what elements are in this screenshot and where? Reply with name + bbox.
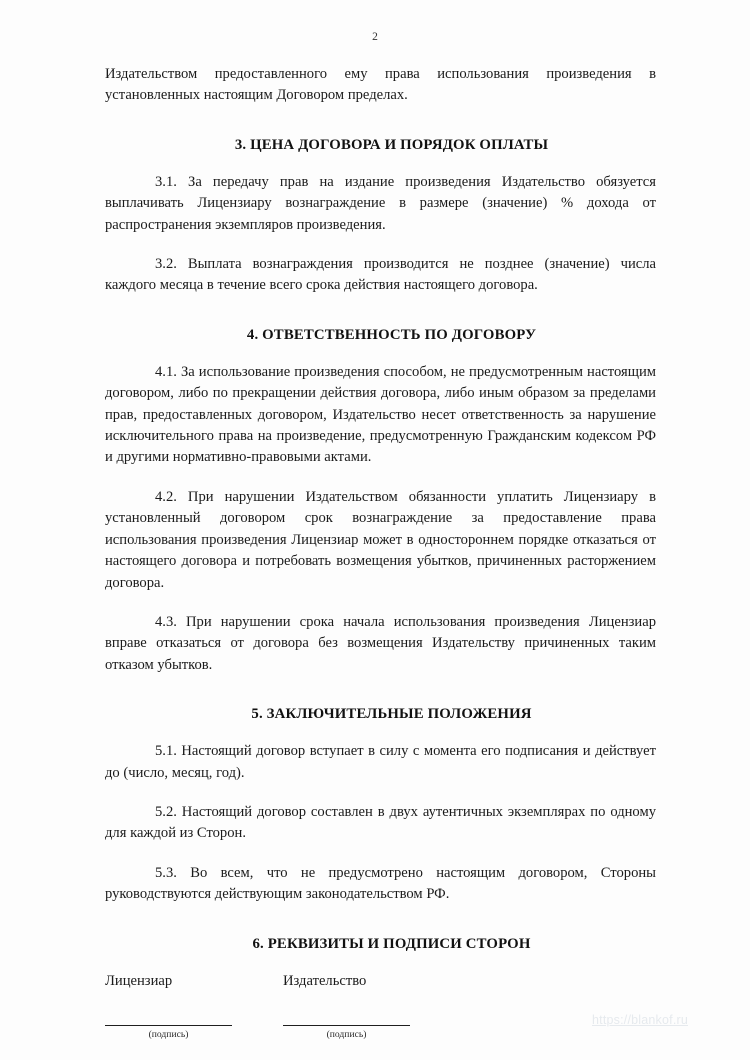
page-number: 2 [372, 31, 378, 43]
section-heading-6: 6. РЕКВИЗИТЫ И ПОДПИСИ СТОРОН [252, 935, 531, 952]
intro-paragraph: Издательством предоставленного ему права использования произведения в установленных настоящим Договором пределах. [105, 66, 656, 104]
signature-block [105, 971, 656, 1061]
signature-line-licensor[interactable] [105, 1025, 232, 1026]
signature-party-licensor: Лицензиар [105, 972, 173, 989]
signature-party-publisher: Издательство [283, 972, 367, 989]
signature-column-publisher [283, 971, 410, 1040]
signature-line-publisher[interactable] [283, 1025, 410, 1026]
document-content [105, 64, 656, 1061]
watermark-link[interactable]: https://blankof.ru [592, 1013, 689, 1027]
section-heading-3: 3. ЦЕНА ДОГОВОРА И ПОРЯДОК ОПЛАТЫ [234, 136, 549, 153]
signature-caption-publisher: (подпись) [326, 1028, 367, 1040]
signature-column-licensor [105, 971, 232, 1040]
paragraph-5-2: 5.2. Настоящий договор составлен в двух аутентичных экземплярах по одному для каждой из Сторон. [105, 803, 656, 842]
section-heading-5: 5. ЗАКЛЮЧИТЕЛЬНЫЕ ПОЛОЖЕНИЯ [251, 706, 532, 723]
signature-caption-licensor: (подпись) [148, 1028, 189, 1040]
paragraph-4-3: 4.3. При нарушении срока начала использования произведения Лицензиар вправе отказаться от договора без возмещения Издательству причиненных таким отказом убытков. [105, 613, 656, 673]
section-heading-4: 4. ОТВЕТСТВЕННОСТЬ ПО ДОГОВОРУ [246, 326, 537, 343]
paragraph-3-2: 3.2. Выплата вознаграждения производится не позднее (значение) числа каждого месяца в течение всего срока действия настоящего договора. [105, 256, 656, 294]
paragraph-4-1: 4.1. За использование произведения способом, не предусмотренным настоящим договором, либо по прекращении действия договора, либо иным образом за пределами прав, предоставленных договором, Издательство несет ответственность за нарушение исключительного права на произведение, предусмотренную Гражданским кодексом РФ и другими нормативно-правовыми актами. [105, 363, 656, 466]
paragraph-4-2: 4.2. При нарушении Издательством обязанности уплатить Лицензиару в установленный договором срок вознаграждение за предоставление права использования произведения Лицензиар может в одностороннем порядке отказаться от настоящего договора и потребовать возмещения убытков, причиненных расторжением договора. [105, 488, 656, 591]
paragraph-3-1: 3.1. За передачу прав на издание произведения Издательство обязуется выплачивать Лицензиару вознаграждение в размере (значение) % дохода от распространения экземпляров произведения. [105, 173, 656, 233]
paragraph-5-1: 5.1. Настоящий договор вступает в силу с момента его подписания и действует до (число, месяц, год). [105, 743, 656, 781]
paragraph-5-3: 5.3. Во всем, что не предусмотрено настоящим договором, Стороны руководствуются действующим законодательством РФ. [105, 864, 656, 903]
